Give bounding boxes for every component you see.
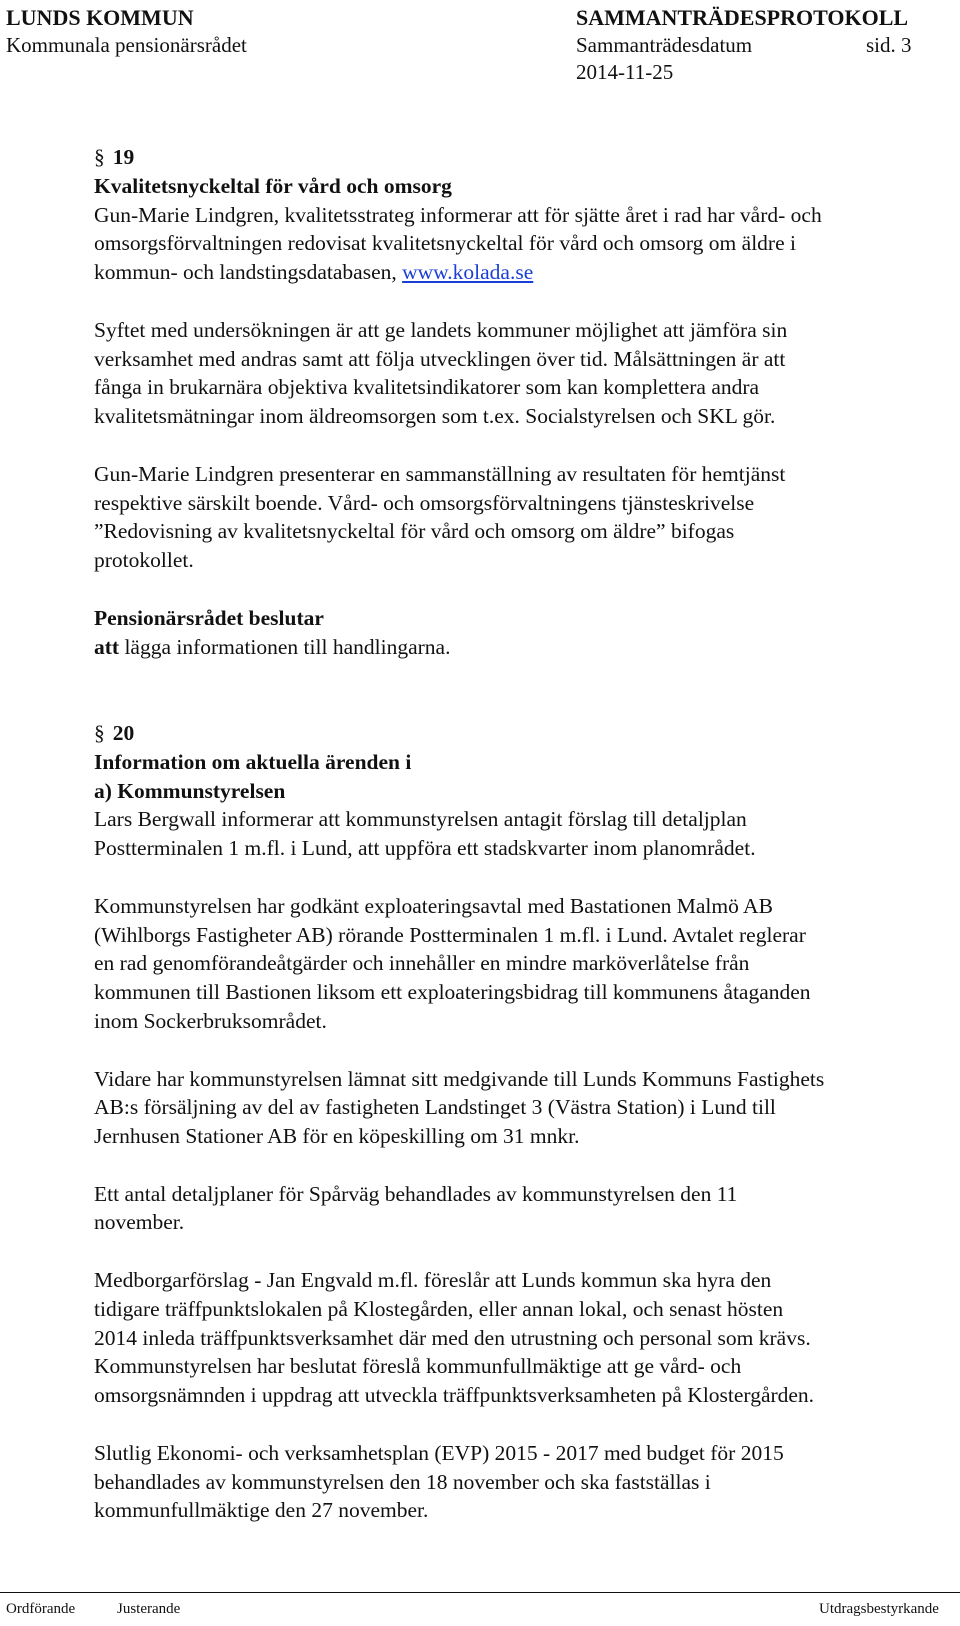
text-line: Ett antal detaljplaner för Spårväg behandlades av kommunstyrelsen den 11 — [94, 1181, 738, 1206]
section-heading-19 — [94, 143, 950, 172]
text-line: inom Sockerbruksområdet. — [94, 1008, 327, 1033]
date-label: Sammanträdesdatum — [576, 33, 753, 57]
document-body — [94, 143, 950, 1525]
text-line: respektive särskilt boende. Vård- och omsorgsförvaltningens tjänsteskrivelse — [94, 490, 755, 515]
text-line: Lars Bergwall informerar att kommunstyrelsen antagit förslag till detaljplan — [94, 807, 747, 832]
section-19 — [94, 143, 950, 661]
section-sign-icon: § — [94, 720, 105, 745]
decision-heading: Pensionärsrådet beslutar — [94, 605, 324, 630]
section-heading-20 — [94, 719, 950, 748]
text-line: Medborgarförslag - Jan Engvald m.fl. föreslår att Lunds kommun ska hyra den — [94, 1268, 772, 1293]
page-number: sid. 3 — [866, 33, 912, 57]
text-span: kommun- och landstingsdatabasen, — [94, 260, 403, 285]
text-line: Gun-Marie Lindgren, kvalitetsstrateg informerar att för sjätte året i rad har vård- och — [94, 202, 822, 227]
section-title: Information om aktuella ärenden i — [94, 749, 412, 774]
text-line: Syftet med undersökningen är att ge landets kommuner möjlighet att jämföra sin — [94, 317, 788, 342]
paragraph — [94, 805, 950, 863]
paragraph — [94, 1065, 950, 1151]
section-number: 20 — [112, 720, 135, 745]
paragraph — [94, 460, 950, 575]
text-line: Jernhusen Stationer AB för en köpeskilling om 31 mnkr. — [94, 1124, 580, 1149]
section-subtitle: a) Kommunstyrelsen — [94, 778, 286, 803]
text-line: Postterminalen 1 m.fl. i Lund, att uppföra ett stadskvarter inom planområdet. — [94, 836, 756, 861]
text-line: verksamhet med andras samt att följa utvecklingen över tid. Målsättningen är att — [94, 346, 786, 371]
section-sign-icon: § — [94, 145, 105, 169]
text-line: kommunen till Bastionen liksom ett exploateringsbidrag till kommunens åtaganden — [94, 980, 811, 1005]
text-line: Kommunstyrelsen har beslutat föreslå kommunfullmäktige att ge vård- och — [94, 1354, 742, 1379]
footer-divider — [0, 1592, 960, 1593]
paragraph — [94, 201, 950, 287]
text-line: Kommunstyrelsen har godkänt exploateringsavtal med Bastationen Malmö AB — [94, 893, 773, 918]
text-line: november. — [94, 1210, 185, 1235]
paragraph — [94, 1439, 950, 1525]
org-name: LUNDS KOMMUN — [6, 5, 194, 30]
text-line: kvalitetsmätningar inom äldreomsorgen som t.ex. Socialstyrelsen och SKL gör. — [94, 404, 776, 429]
text-line: 2014 inleda träffpunktsverksamhet där med den utrustning och personal som krävs. — [94, 1325, 811, 1350]
section-title: Kvalitetsnyckeltal för vård och omsorg — [94, 173, 452, 198]
paragraph — [94, 892, 950, 1036]
page-header — [0, 0, 960, 90]
section-20 — [94, 719, 950, 1525]
text-line: fånga in brukarnära objektiva kvalitetsindikatorer som kan komplettera andra — [94, 375, 760, 400]
text-line: protokollet. — [94, 548, 194, 573]
kolada-link[interactable]: www.kolada.se — [402, 260, 534, 285]
text-line: omsorgsnämnden i uppdrag att utveckla träffpunktsverksamheten på Klostergården. — [94, 1383, 815, 1408]
text-line — [94, 258, 950, 287]
text-line: Slutlig Ekonomi- och verksamhetsplan (EVP) 2015 - 2017 med budget för 2015 — [94, 1440, 784, 1465]
text-line: (Wihlborgs Fastigheter AB) rörande Postterminalen 1 m.fl. i Lund. Avtalet reglerar — [94, 922, 806, 947]
department: Kommunala pensionärsrådet — [6, 33, 247, 57]
footer-chair: Ordförande — [6, 1601, 76, 1617]
text-line: AB:s försäljning av del av fastigheten Landstinget 3 (Västra Station) i Lund till — [94, 1095, 776, 1120]
text-line: Vidare har kommunstyrelsen lämnat sitt medgivande till Lunds Kommuns Fastighets — [94, 1066, 825, 1091]
section-number: 19 — [112, 145, 135, 169]
decision-text — [94, 633, 950, 662]
text-line: ”Redovisning av kvalitetsnyckeltal för vård och omsorg om äldre” bifogas — [94, 519, 735, 544]
paragraph — [94, 1266, 950, 1410]
meeting-date: 2014-11-25 — [576, 60, 674, 84]
doc-type: SAMMANTRÄDESPROTOKOLL — [576, 5, 909, 30]
text-line: tidigare träffpunktslokalen på Klostegården, eller annan lokal, och senast hösten — [94, 1296, 784, 1321]
text-line: en rad genomförandeåtgärder och innehåller en mindre marköverlåtelse från — [94, 951, 750, 976]
footer-certifier: Utdragsbestyrkande — [819, 1601, 939, 1617]
paragraph — [94, 316, 950, 431]
text-line: kommunfullmäktige den 27 november. — [94, 1498, 429, 1523]
text-line: Gun-Marie Lindgren presenterar en sammanställning av resultaten för hemtjänst — [94, 461, 786, 486]
paragraph — [94, 1180, 950, 1238]
text-line: omsorgsförvaltningen redovisat kvalitetsnyckeltal för vård och omsorg om äldre i — [94, 231, 796, 256]
text-line: behandlades av kommunstyrelsen den 18 november och ska fastställas i — [94, 1469, 711, 1494]
decision-keyword: att — [94, 634, 120, 659]
footer-adjuster: Justerande — [117, 1601, 181, 1617]
text-span: lägga informationen till handlingarna. — [119, 634, 451, 659]
